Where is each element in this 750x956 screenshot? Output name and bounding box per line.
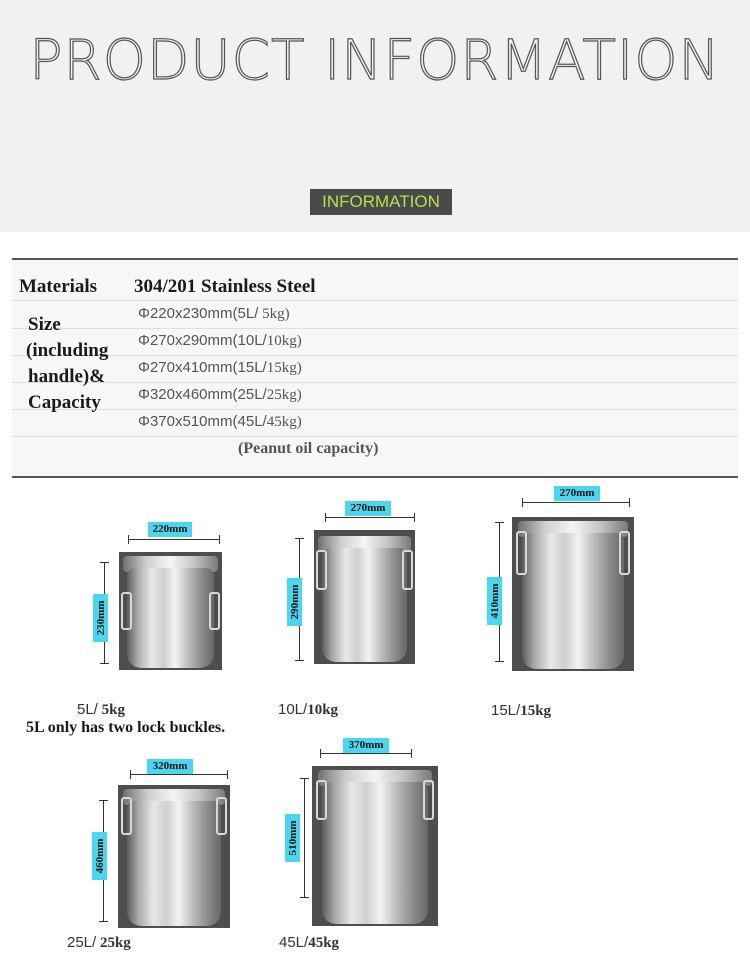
width-dimension-line — [130, 774, 228, 775]
height-tag: 510mm — [285, 814, 300, 862]
lock-buckle — [423, 780, 434, 820]
page-title: PRODUCT INFORMATION — [29, 28, 721, 92]
capacity-label: 10L/10kg — [278, 701, 339, 718]
size-row: Φ220x230mm(5L/ 5kg) — [138, 305, 290, 322]
materials-value: 304/201 Stainless Steel — [134, 276, 316, 297]
lock-buckle — [216, 797, 227, 835]
lock-buckle — [619, 531, 630, 575]
width-dimension-line — [128, 539, 220, 540]
size-label-line: Capacity — [28, 392, 101, 413]
product-photo-15l — [512, 517, 634, 671]
spec-divider — [12, 328, 738, 329]
can-body — [127, 568, 214, 668]
height-dimension-line — [304, 778, 305, 898]
lock-buckle — [402, 550, 413, 590]
spec-divider — [12, 382, 738, 383]
buckle-note: 5L only has two lock buckles. — [26, 719, 226, 736]
lock-buckle — [516, 531, 527, 575]
size-row: Φ370x510mm(45L/45kg) — [138, 413, 302, 430]
lock-buckle — [121, 797, 132, 835]
width-tag: 370mm — [343, 738, 389, 753]
spec-divider — [12, 300, 738, 301]
lock-buckle — [121, 592, 132, 630]
spec-divider — [12, 436, 738, 437]
width-dimension-line — [320, 753, 412, 754]
width-tag: 320mm — [147, 759, 193, 774]
product-photo-25l — [118, 785, 230, 928]
spec-table — [12, 258, 738, 478]
can-body — [522, 533, 624, 669]
information-badge: INFORMATION — [310, 189, 452, 215]
width-dimension-line — [325, 517, 415, 518]
width-tag: 270mm — [554, 486, 600, 501]
can-body — [127, 801, 221, 926]
spec-divider — [12, 409, 738, 410]
width-tag: 270mm — [345, 501, 391, 516]
size-label-line: (including — [26, 340, 109, 361]
size-label-line: Size — [28, 314, 61, 335]
size-row: Φ320x460mm(25L/25kg) — [138, 386, 302, 403]
size-row: Φ270x290mm(10L/10kg) — [138, 332, 302, 349]
can-body — [322, 782, 428, 924]
product-photo-10l — [314, 530, 415, 664]
product-photo-45l — [312, 766, 438, 926]
size-row: Φ270x410mm(15L/15kg) — [138, 359, 302, 376]
spec-divider — [12, 355, 738, 356]
lock-buckle — [316, 550, 327, 590]
can-body — [322, 548, 407, 662]
capacity-label: 25L/ 25kg — [67, 934, 131, 951]
product-photo-5l — [119, 552, 222, 670]
height-tag: 410mm — [487, 577, 502, 625]
capacity-label: 5L/ 5kg — [77, 701, 125, 718]
height-tag: 460mm — [92, 832, 107, 880]
capacity-label: 15L/15kg — [491, 702, 552, 719]
lock-buckle — [209, 592, 220, 630]
lock-buckle — [316, 780, 327, 820]
width-dimension-line — [522, 502, 630, 503]
capacity-note: (Peanut oil capacity) — [238, 440, 379, 457]
capacity-label: 45L/45kg — [279, 934, 340, 951]
size-label-line: handle)& — [28, 366, 106, 387]
width-tag: 220mm — [148, 522, 192, 537]
height-tag: 290mm — [287, 578, 302, 626]
height-tag: 230mm — [93, 594, 108, 642]
materials-label: Materials — [19, 276, 98, 297]
